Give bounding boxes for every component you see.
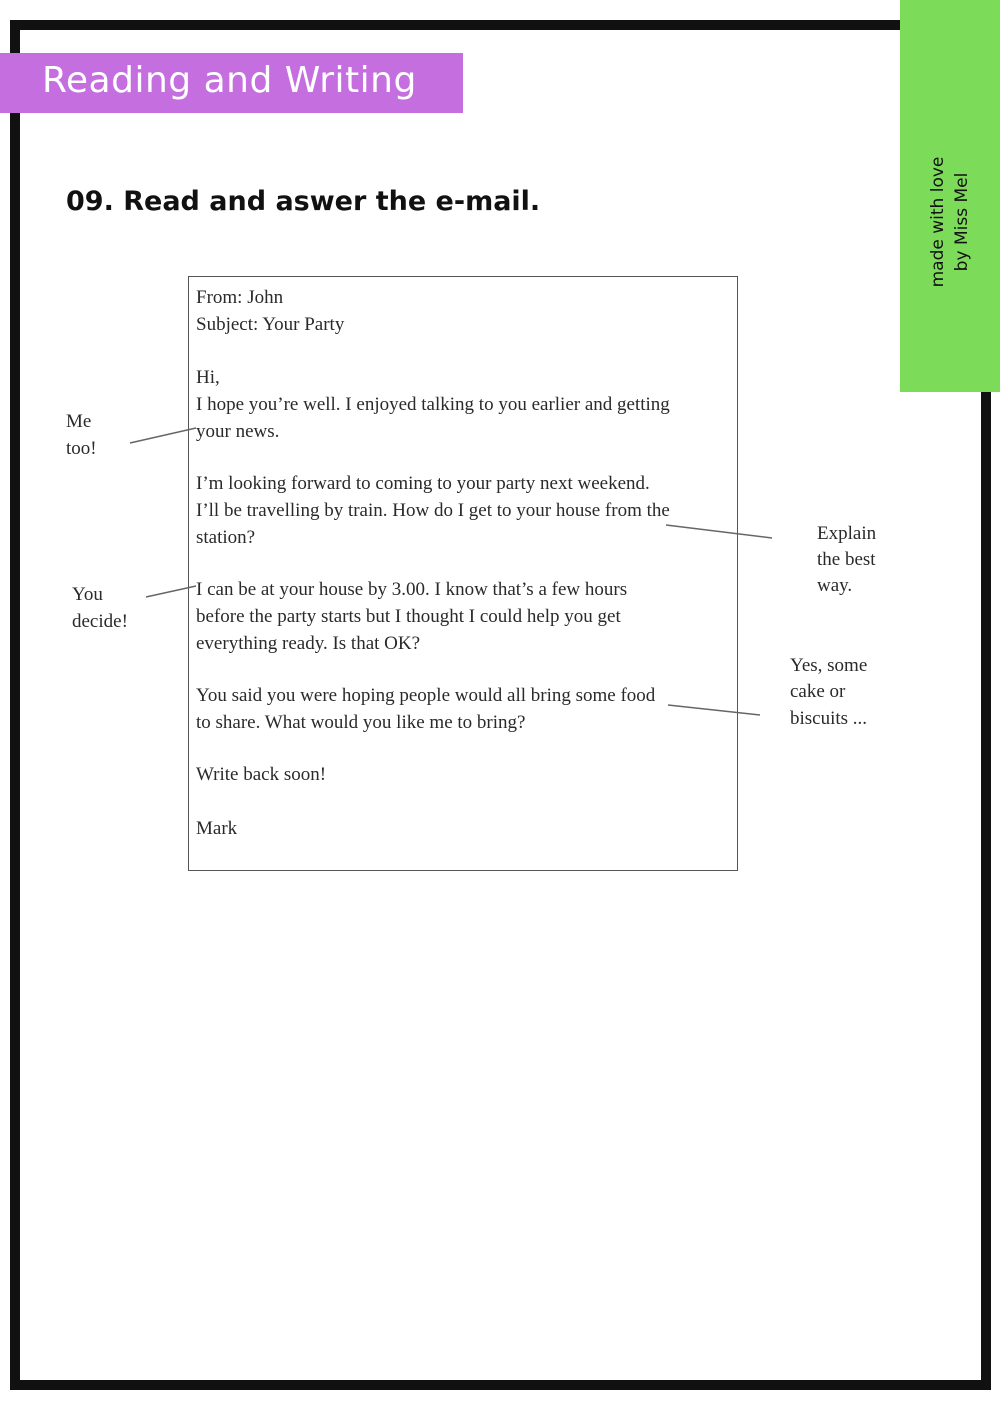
section-title: Reading and Writing [0, 53, 463, 113]
email-line: before the party starts but I thought I could help you get [196, 606, 621, 627]
note-me-too-line-1: Me [66, 411, 92, 432]
credit-line-2: by Miss Mel [952, 172, 972, 272]
email-line: I hope you’re well. I enjoyed talking to you earlier and getting [196, 394, 670, 415]
email-from: From: John [196, 287, 284, 308]
note-me-too-line-2: too! [66, 438, 97, 459]
email-line: to share. What would you like me to bring? [196, 712, 526, 733]
email-closing: Write back soon! [196, 764, 327, 785]
email-line: You said you were hoping people would all bring some food [196, 685, 656, 706]
email-line: station? [196, 527, 256, 548]
note-cake-line-1: Yes, some [790, 655, 868, 676]
note-cake-line-2: cake or [790, 681, 846, 702]
email-subject: Subject: Your Party [196, 314, 345, 335]
email-line: I can be at your house by 3.00. I know that’s a few hours [196, 579, 628, 600]
note-explain-line-1: Explain [817, 523, 877, 544]
note-cake-line-3: biscuits ... [790, 708, 868, 729]
email-signature: Mark [196, 818, 238, 839]
note-explain-line-3: way. [817, 575, 853, 596]
note-explain-line-2: the best [817, 549, 876, 570]
note-you-decide-line-2: decide! [72, 611, 128, 632]
email-line: everything ready. Is that OK? [196, 633, 421, 654]
note-you-decide-line-1: You [72, 584, 103, 605]
question-heading: 09. Read and aswer the e-mail. [66, 186, 541, 217]
email-line: I’m looking forward to coming to your party next weekend. [196, 473, 650, 494]
email-line: I’ll be travelling by train. How do I get to your house from the [196, 500, 670, 521]
credit-tab [900, 0, 1000, 392]
credit-line-1: made with love [928, 156, 948, 288]
email-greeting: Hi, [196, 367, 220, 388]
credit-text [926, 157, 974, 288]
email-line: your news. [196, 421, 280, 442]
